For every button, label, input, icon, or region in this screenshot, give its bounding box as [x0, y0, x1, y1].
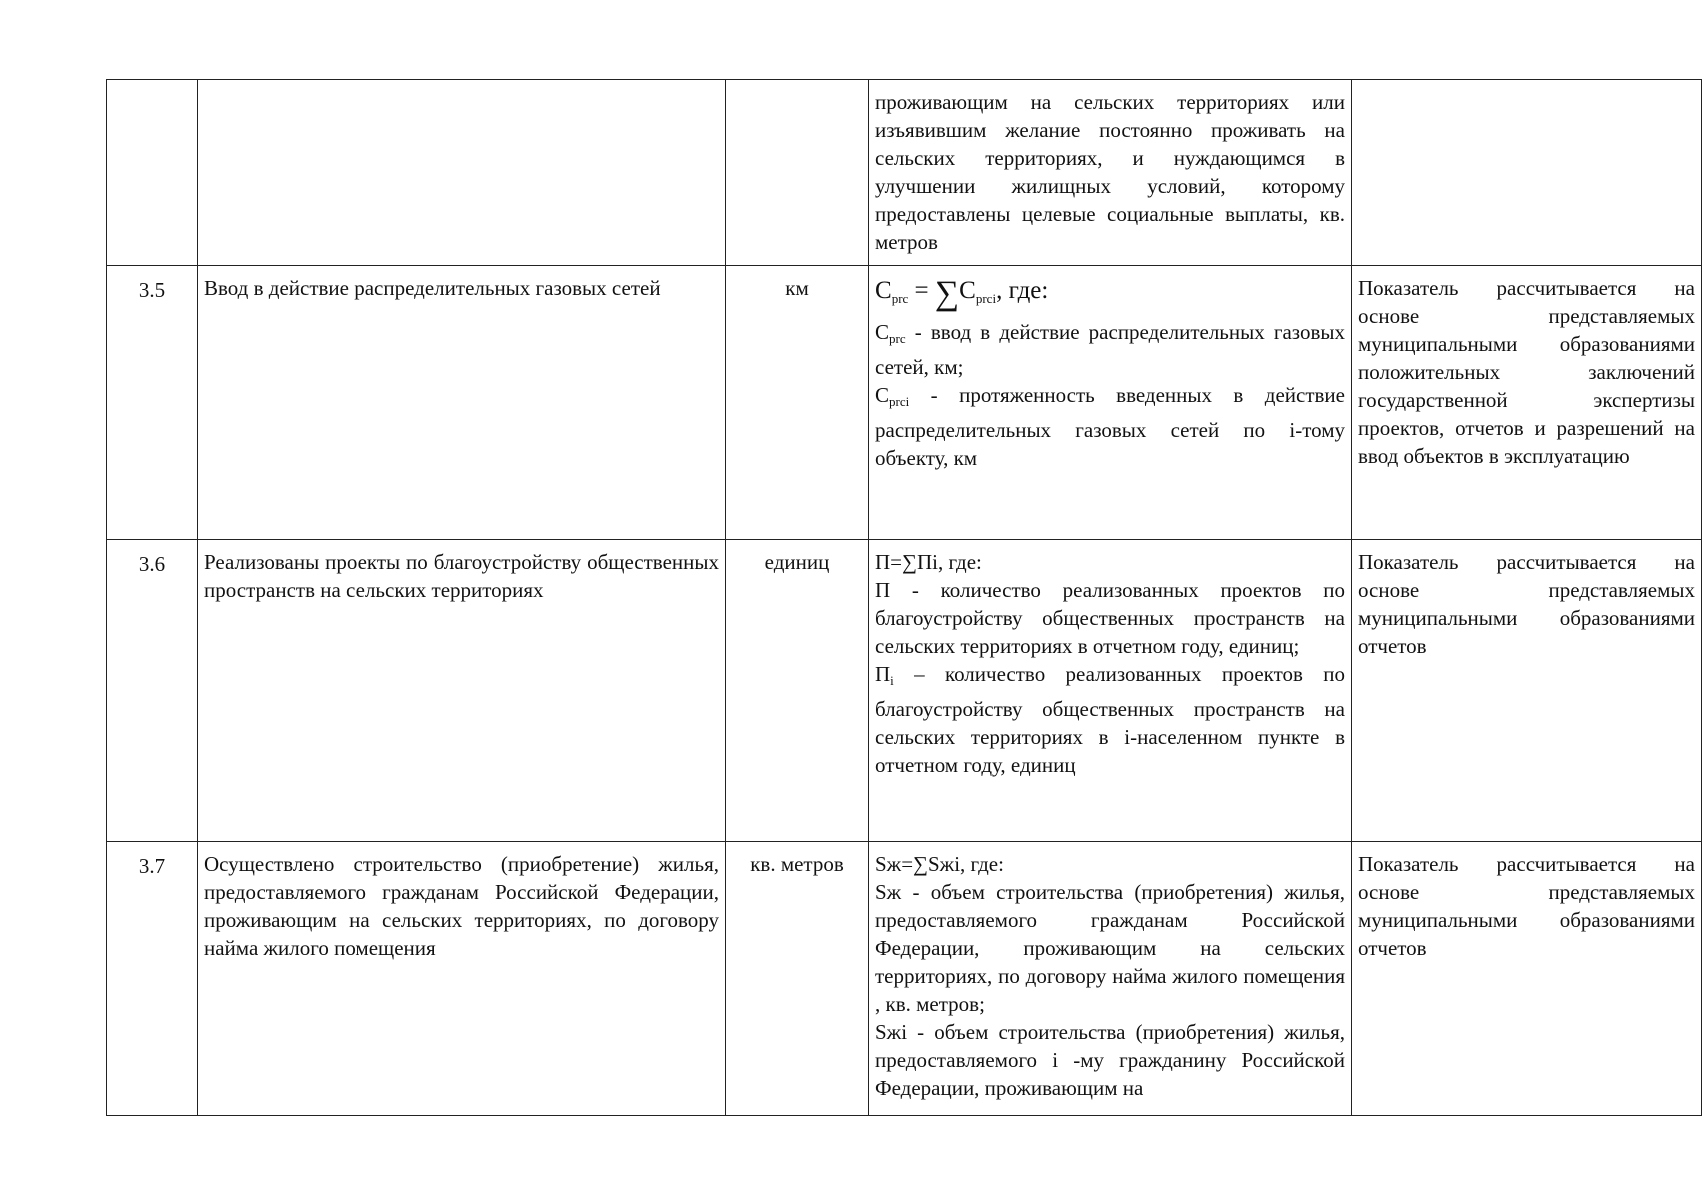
note-cell: Показатель рассчитывается на основе представляемых муниципальными образованиями отчетов — [1352, 540, 1702, 842]
table-row — [107, 80, 1702, 266]
formula-definition: П - количество реализованных проектов по благоустройству общественных пространств на сельских территориях в отчетном году, единиц; — [875, 578, 1345, 658]
indicator-name-cell: Реализованы проекты по благоустройству общественных пространств на сельских территориях — [198, 540, 726, 842]
row-number-cell — [107, 80, 198, 266]
indicator-name-cell: Ввод в действие распределительных газовых сетей — [198, 266, 726, 540]
note-cell: Показатель рассчитывается на основе представляемых муниципальными образованиями отчетов — [1352, 842, 1702, 1116]
indicator-name-cell: Осуществлено строительство (приобретение) жилья, предоставляемого гражданам Российской Федерации, проживающим на сельских территориях, по договору найма жилого помещения — [198, 842, 726, 1116]
row-number-cell: 3.6 — [107, 540, 198, 842]
table-row — [107, 842, 1702, 1116]
formula-definition: Sж - объем строительства (приобретения) жилья, предоставляемого гражданам Российской Федерации, проживающим на сельских территориях, по договору найма жилого помещения , кв. метров; — [875, 880, 1345, 1016]
table-row — [107, 266, 1702, 540]
unit-cell: км — [726, 266, 869, 540]
table-row — [107, 540, 1702, 842]
unit-cell: кв. метров — [726, 842, 869, 1116]
unit-cell — [726, 80, 869, 266]
formula-definition: Sжi - объем строительства (приобретения) жилья, предоставляемого i -му гражданину Российской Федерации, проживающим на — [875, 1020, 1345, 1100]
row-number-cell: 3.5 — [107, 266, 198, 540]
formula-continuation-text: проживающим на сельских территориях или изъявившим желание постоянно проживать на сельских территориях, и нуждающимся в улучшении жилищных условий, которому предоставлены целевые социальные выплаты, кв. метров — [875, 90, 1345, 254]
formula-cell — [869, 80, 1352, 266]
formula-cell — [869, 266, 1352, 540]
note-cell — [1352, 80, 1702, 266]
formula-definition: $C_{prc}$ - ввод в действие распределительных газовых сетей, км; — [875, 320, 1345, 379]
indicator-name-cell — [198, 80, 726, 266]
sum-symbol: ∑ — [934, 275, 960, 312]
row-number-cell: 3.7 — [107, 842, 198, 1116]
unit-cell: единиц — [726, 540, 869, 842]
formula-cell — [869, 842, 1352, 1116]
formula-line: Sж=∑Sжi, где: — [875, 852, 1004, 876]
formula-line: П=∑Пi, где: — [875, 550, 982, 574]
formula-definition: $C_{prci}$ - протяженность введенных в действие распределительных газовых сетей по i-тому объекту, км — [875, 383, 1345, 470]
indicators-table — [106, 79, 1702, 1116]
note-cell: Показатель рассчитывается на основе представляемых муниципальными образованиями положительных заключений государственной экспертизы проектов, отчетов и разрешений на ввод объектов в эксплуатацию — [1352, 266, 1702, 540]
formula-line: $C_{prc} = \sum C_{prci}$, где: — [875, 275, 1049, 312]
formula-definition: $П_i$ – количество реализованных проектов по благоустройству общественных пространств на сельских территориях в i-населенном пункте в отчетном году, единиц — [875, 662, 1345, 777]
formula-cell — [869, 540, 1352, 842]
